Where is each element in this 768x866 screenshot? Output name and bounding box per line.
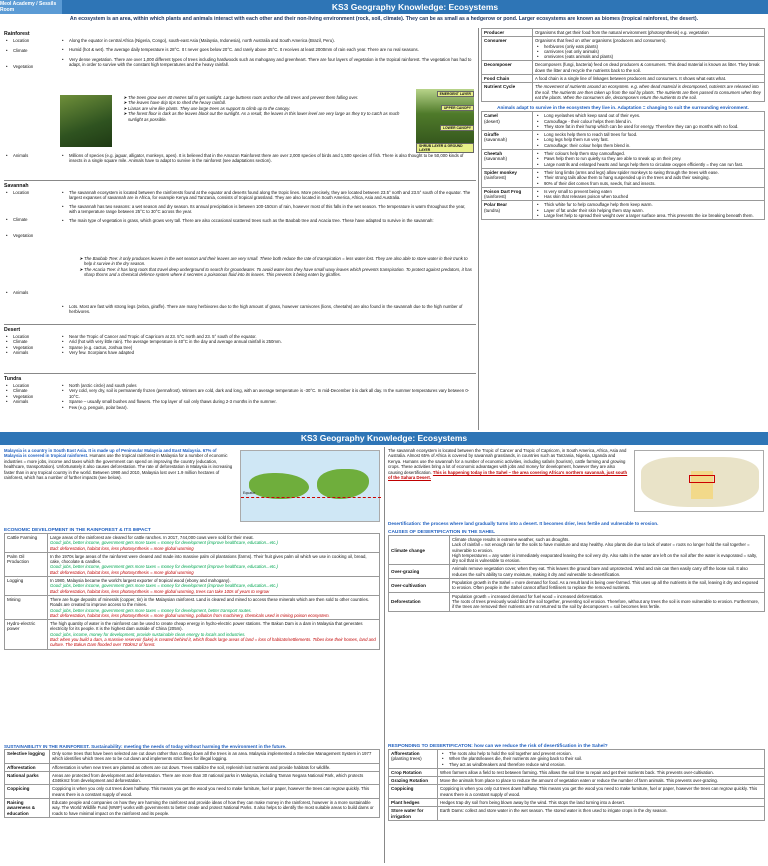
- animal-adaptation: • Layer of fat under their skin helping them stay warm.: [544, 208, 762, 213]
- cause-row: [389, 536, 765, 565]
- rainforest-adaptation: ➤ The leaves have drip tips to shed the heavy rainfall.: [128, 100, 410, 105]
- response-name: Crop Rotation: [389, 768, 438, 776]
- keyword-row: [482, 37, 765, 61]
- response-row: [389, 777, 765, 785]
- industry-name: Palm Oil Production: [5, 552, 48, 576]
- animal-row: [482, 201, 765, 220]
- label-vegetation: • Vegetation: [13, 394, 54, 399]
- strategy-row: [5, 771, 380, 785]
- animal-habitat: (rainforest): [484, 194, 507, 200]
- animal-row: [482, 187, 765, 201]
- rainforest-animals: • Millions of species (e.g. jaguar, alligator, monkeys, apes). It is believed that in the Amazon Rainforest there are over 2,000 species of birds and 1,500 species of fish. There is also thought to be 50,000 kinds of insects in a single square mile. Animals have to adapt to survive in the rainforest (see adaptations section).: [69, 153, 474, 164]
- rainforest-adaptation: ➤ The forest floor is dark as the leaves block out the sunlight. As a result, the leaves in this lower level are very large as they try to catch as much sunlight as possible.: [128, 111, 410, 122]
- keyword-definition: The movement of nutrients around an ecosystem. e.g. when dead material is decomposed, nutrients are released into the soil. The nutrients are then taken up from the soil by plants. The nutrients are then passed to consumers when they eat the plants. When the consumers die, decomposers return the nutrients to the soil.: [533, 83, 765, 102]
- animal-habitat: (savannah): [484, 156, 507, 162]
- label-vegetation: • Vegetation: [13, 64, 54, 69]
- response-text: Hedges trap dry soil from being blown away by the wind. This stops the land turning into a desert.: [438, 799, 765, 807]
- response-text: Move the animals from place to place to reduce the amount of vegetation eaten or reduce the number of farm animals. This prevents over-grazing.: [438, 777, 765, 785]
- responses-title: RESPONDING TO DESERTIFICATON: how can we reduce the risk of desertification in the Sahel?: [388, 744, 608, 749]
- adaptations-title: Animals adapt to survive in the ecosystem they live in. Adaptation = changing to suit the surrounding environment.: [497, 105, 749, 111]
- response-point: • When the plants/leaves die, their nutrients are giving back to their soil.: [449, 756, 762, 761]
- keyword-term: Decomposer: [482, 61, 533, 75]
- layer-label: EMERGENT LAYER: [437, 91, 474, 97]
- animal-adaptation: • Large feet help to spread their weight over a larger surface area. This prevents the ice breaking beneath them.: [544, 213, 762, 218]
- strategy-name: Coppicing: [5, 785, 50, 799]
- industry-good: Good: jobs, better income, government gets more taxes = money for development (improve healthcare, education...etc.): [50, 564, 278, 570]
- sahel-intro: The savannah ecosystem is located between the Tropic of Cancer and Tropic of Capricorn, in South America, Africa, Asia and Australia. Almost 65% of Africa is covered by savannah grasslands, in countries such as Tanzania, Nigeria, Uganda and Kenya. Humans use the savannah for a number of economic activities, including safaris (tourism), cattle farming and growing crops. These activities bring a lot of economic advantages with jobs and money for development, however they are also causing desertification.: [388, 448, 627, 475]
- response-point: • They act as windbreakers and therefore reduce wind erosion.: [449, 762, 762, 767]
- savannah-animals: • Lots. Most are fast with strong legs (zebra, giraffe). There are many herbivores due to the high amount of grass, however carnivores (lions, cheetahs) are also found in the savannah due to the high number of herbivores.: [69, 304, 474, 315]
- tundra-point: • Few (e.g. penguin, polar bear).: [69, 405, 474, 410]
- cause-text: High temperatures = any water is immediately evaporated leaving the soil very dry. Also salts in the water are left on the soil after the water is evaporated = salty, dry soil that is vulnerable to erosion.: [452, 552, 758, 564]
- rainforest-adaptation: ➤ The trees grow over 40 metres tall to get sunlight. Large buttress roots anchor the tall trees and prevent them falling over.: [128, 95, 410, 100]
- animal-row: [482, 131, 765, 150]
- acacia-tree: ➤ The Acacia Tree: it has long roots that travel deep underground to search for groundwater. To avoid water loss they have small waxy leaves which prevents transpiration. To protect against predators, it has sharp thorns and a chemical defence system where it secretes a poisonous fluid into its leaves. This prevents it being eaten by giraffes.: [84, 267, 472, 278]
- divider: [4, 324, 476, 325]
- animal-name: Poison Dart Frog: [484, 188, 522, 194]
- cause-text: Climate change results in extreme weather, such as droughts.: [452, 537, 570, 542]
- tundra-title: Tundra: [4, 376, 22, 382]
- cause-text: Population growth in the Sahel = more demand for food. As a result land is being over-farmed. This uses up all the nutrients in the soil, leaving it dry and exposed to erosion. Often people in the Sahel cannot afford fertilisers to replace the removed nutrients.: [450, 579, 765, 593]
- layer-label: SHRUB LAYER & GROUND LAYER: [416, 143, 474, 153]
- animal-adaptation: • Camouflage: their colour helps them blend in.: [544, 143, 762, 148]
- label-vegetation: • Vegetation: [13, 345, 54, 350]
- desert-point: • Near the Tropic of Cancer and Tropic of Capricorn at 23. 5°C north and 23. 5° south of the equator.: [69, 334, 474, 339]
- layer-label: LOWER CANOPY: [440, 125, 474, 131]
- savannah-climate: • The savannah has two seasons: a wet season and dry season. Its annual precipitation is between 100-150cm of rain, however most of this falls in the wet season. The temperature is warm throughout the year, with a temperature range between 25°C to 30°C across the year.: [69, 204, 474, 215]
- animal-name: Giraffe: [484, 132, 499, 138]
- tundra-point: • North (arctic circle) and south poles: [69, 383, 474, 388]
- desert-title: Desert: [4, 327, 21, 333]
- sustainability-section: [4, 744, 380, 818]
- response-point: • The roots also help to hold the soil together and prevent erosion.: [449, 751, 762, 756]
- animal-adaptation: • Their colours help them stay camouflaged.: [544, 151, 762, 156]
- desertification-definition: Desertification: the process where land gradually turns into a desert. It becomes drier, less fertile and vulnerable to erosion.: [388, 521, 659, 526]
- animal-name: Cheetah: [484, 151, 503, 157]
- borneo-land: [317, 469, 369, 499]
- industry-bad: Bad: deforestation, habitat loss, less photosynthesis = more global warming: [50, 545, 194, 551]
- industry-row: [5, 595, 380, 619]
- keyword-term: Consumer: [482, 37, 533, 61]
- animal-adaptation: • 90% of their diet comes from nuts, seeds, fruit and insects.: [544, 181, 762, 186]
- malaysia-section: [4, 448, 380, 526]
- animal-name: Camel: [484, 113, 498, 119]
- industry-bad: Bad: deforestation, habitat loss, less photosynthesis = more global warming: [50, 569, 194, 575]
- animal-name: Spider monkey: [484, 169, 517, 175]
- animal-adaptation: • Is very small to prevent being eaten: [544, 189, 762, 194]
- industry-bad: Bad: when you build a dam, a massive reservoir (lake) is created behind it, which floods large areas of land = loss of habitats/settlements. Tribes lose their homes, land and culture. The Bakun Dam flooded over 700km2 of forest.: [50, 637, 376, 648]
- consumer-type: • carnivores (eat only animals): [544, 49, 762, 54]
- label-animals: • Animals: [13, 350, 54, 355]
- strategy-row: [5, 785, 380, 799]
- response-row: [389, 768, 765, 776]
- economic-title: ECONOMIC DEVELOPMENT IN THE RAINFOREST & ITS IMPACT: [4, 528, 151, 533]
- keyword-definition: Decomposers (fungi, bacteria) feed on dead producers & consumers. This dead material is known as litter. They break down the litter and recycle the nutrients back to the soil.: [533, 61, 765, 75]
- animal-adaptation: • Large nostrils and enlarged hearts and lungs help them to circulate oxygen efficiently = they can run fast.: [544, 162, 762, 167]
- industry-row: [5, 577, 380, 596]
- animal-adaptation: • Their long limbs (arms and legs) allow spider monkeys to swing through the trees with ease.: [544, 170, 762, 175]
- label-animals: • Animals: [13, 290, 54, 295]
- causes-section: [388, 530, 765, 612]
- keyword-definition: Organisms that get their food from the natural environment (photosynthesis) e.g. vegetation: [533, 29, 765, 37]
- keyword-term: Producer: [482, 29, 533, 37]
- response-text: When farmers allow a field to rest between farming. This allows the soil time to repair and get their nutrients back. This prevents over-cultivation.: [438, 768, 765, 776]
- industry-bad: Bad: deforestation, habitat loss, less photosynthesis = more global warming, pollution from machinery, chemicals used in mining poison ecosystem.: [50, 612, 330, 618]
- response-name: Grazing Rotation: [389, 777, 438, 785]
- cause-row: [389, 579, 765, 593]
- label-location: • Location: [13, 334, 54, 339]
- sahel-section: [388, 448, 765, 520]
- industry-good: Good: jobs, better income, government gets more taxes = money for development (improve healthcare, education...etc.): [50, 540, 278, 546]
- animal-habitat: (rainforest): [484, 175, 507, 181]
- baobab-tree: ➤ The Baobab Tree: it only produces leaves in the wet season and their leaves are very small. These both reduce the rate of transpiration = less water lost. They are also able to store water in their trunk to help it survive in the dry season.: [84, 256, 472, 267]
- industry-row: [5, 552, 380, 576]
- industry-good: Good: jobs, better income, government gets more taxes = money for development, better transport routes.: [50, 607, 252, 613]
- animal-adaptation: • Has skin that releases poison when touched: [544, 194, 762, 199]
- malaysia-map: [240, 450, 380, 522]
- rainforest-section: [4, 31, 476, 181]
- desert-point: • Arid (hot with very little rain). The average temperature is 40°C in the day and average annual rainfall is 250mm.: [69, 339, 474, 344]
- strategy-row: [5, 750, 380, 764]
- malaysia-intro-highlight: Malaysia is a country in South East Asia. It is made up of Peninsular Malaysia and East Malaysia. 67% of Malaysia is covered in tropical rainforest.: [4, 448, 217, 459]
- animal-adaptation: • Camouflage - their colour helps them blend in.: [544, 119, 762, 124]
- strategy-name: Selective logging: [5, 750, 50, 764]
- industry-bad: Bad: deforestation, habitat loss, less photosynthesis = more global warming, trees can take 100s of years to regrow: [50, 588, 270, 594]
- industry-text: In the 1970s large areas of the rainforest were cleared and made into massive palm oil plantations (farms). Their fruit gives palm oil which we use in cooking oil, bread, cake, chocolate & candles.: [50, 553, 367, 565]
- cause-text: Population growth = increased demand for fuel wood = increased deforestation.: [452, 593, 604, 599]
- label-vegetation: • Vegetation: [13, 233, 54, 238]
- rainforest-vegetation: • Very dense vegetation. There are over 1,000 different types of trees including hardwoods such as mahogany and greenheart. There are four layers of vegetation in the tropical rainforest. The vegetation has had to adapt, in order to survive with the constant high temperatures and the heavy rainfall.: [69, 57, 474, 68]
- animal-adaptation: • Long eyelashes which keep sand out of their eyes.: [544, 113, 762, 118]
- animal-row: [482, 150, 765, 169]
- layer-label: UPPER CANOPY: [441, 105, 474, 111]
- causes-title: CAUSES OF DESERTIFICATION IN THE SAHEL: [388, 530, 496, 535]
- desert-point: • Very few. Scorpians have adapted: [69, 350, 474, 355]
- strategy-name: National parks: [5, 771, 50, 785]
- tundra-point: • Sparse – usually small bushes and flowers. The top layer of soil only thaws during 2-3 months in the summer.: [69, 399, 474, 404]
- industry-text: In 1980, Malaysia became the world's largest exporter of tropical wood (ebony and mahogany).: [50, 578, 231, 584]
- responses-section: [388, 744, 765, 821]
- keyword-row: [482, 83, 765, 102]
- tundra-section: [4, 376, 476, 428]
- animal-habitat: (savannah): [484, 137, 507, 143]
- savannah-location: • The savannah ecosystem is located between the rainforests found at the equator and deserts found along the tropic lines. More precisely, they are located between 23.5° north and 23.5° south of the equator. The largest expanses of savannah are in Africa, for example Kenya and Tanzania, consists of tropical grassland. They are also located in South America, Africa, Asia and Australia.: [69, 190, 474, 201]
- response-text: Earth Dams: collect and store water in the wet season. The stored water is then used to irrigate crops in the dry season.: [438, 807, 765, 821]
- consumer-type: • omnivores (eats animals and plants): [544, 54, 762, 59]
- response-row: [389, 807, 765, 821]
- keyword-row: [482, 29, 765, 37]
- sahel-highlight-box: [689, 475, 715, 483]
- label-climate: • Climate: [13, 217, 54, 222]
- response-name: Coppicing: [389, 785, 438, 799]
- savannah-vegetation: • The main type of vegetation is grass, which grows very tall. There are also occasional scattered trees such as the Baobab tree and Acacia tree. These have adapted to survive in the savannah:: [69, 218, 474, 223]
- industry-row: [5, 534, 380, 553]
- strategy-text: Coppicing is when you only cut trees down halfway. This means you get the wood you need to make furniture, fuel or paper, however the trees can regrow quickly. This means there is a constant supply of wood.: [50, 785, 380, 799]
- africa-map: [634, 450, 764, 512]
- cause-text: The roots of trees previously would bind the soil together, preventing soil erosion. Therefore, without any trees the soil is more vulnerable to erosion. Furthermore, if the trees are removed their nutrients are not returned to the soil by decomposers = soil becomes less fertile.: [452, 598, 760, 610]
- keyword-term: Food Chain: [482, 75, 533, 83]
- industry-row: [5, 620, 380, 649]
- page-title: KS3 Geography Knowledge: Ecosystems: [62, 0, 768, 14]
- cause-name: Over-grazing: [389, 565, 450, 579]
- sustainability-title: SUSTAINABILITY IN THE RAINFOREST. Sustainability: meeting the needs of today without harming the environment in the future.: [4, 744, 287, 749]
- animal-adaptation: • They store fat in their hump which can be used for energy. Therefore they can go months with no food.: [544, 124, 762, 129]
- animal-habitat: (tundra): [484, 207, 501, 213]
- rainforest-location: • Along the equator in central Africa (Nigeria, Congo), south-east Asia (Malaysia, Indonesia), north Australia and South America (Brazil, Peru).: [69, 38, 474, 43]
- industry-good: Good: jobs, income, money for development, provide sustainable clean energy to locals and industries.: [50, 631, 246, 637]
- savannah-title: Savannah: [4, 183, 29, 189]
- industry-text: There are huge deposits of minerals (copper, tin) in the Malaysian rainforest. Land is cleared and mined to access these minerals which are then sold to other countries. Roads are created to improve access to the mines.: [50, 596, 370, 608]
- rainforest-title: Rainforest: [4, 31, 30, 37]
- animal-adaptation: • Thick white fur to help camouflage help them keep warm.: [544, 202, 762, 207]
- ecosystem-intro: An ecosystem is an area, within which plants and animals interact with each other and their non-living environment (rock, soil, climate). They can be as small as a hedgerow or pond. Larger ecosystems are known as biomes (tropical rainforest, the desert).: [69, 16, 699, 22]
- animal-adaptation: • Their strong tails allow them to hang suspended up in the trees and aids their swinging.: [544, 175, 762, 180]
- response-row: [389, 799, 765, 807]
- cause-text: Lack of rainfall = not enough rain for the soils to have moisture and stay healthy. Also plants die due to lack of water = roots no longer hold the soil together = vulnerable to erosion.: [452, 542, 750, 553]
- animal-adaptation: • Long necks help them to reach tall trees for food.: [544, 132, 762, 137]
- sahel-highlight: This is happening today in the Sahel – the area covering Africa's northern savannah, just south of the Sahara Desert.: [388, 469, 628, 481]
- savannah-section: [4, 183, 476, 325]
- industry-text: Large areas of the rainforest are cleared for cattle ranches. In 2017, 744,000 cows were sold for their meat.: [50, 535, 254, 540]
- consumer-type: • herbivores (only eats plants): [544, 44, 762, 49]
- label-climate: • Climate: [13, 388, 54, 393]
- animal-habitat: (desert): [484, 118, 500, 124]
- response-sub: (planting trees): [391, 756, 422, 762]
- keyword-definition: A food chain is a single line of linkages between producers and consumers. It shows what eats what.: [533, 75, 765, 83]
- economic-development-section: [4, 528, 380, 650]
- column-divider: [478, 28, 479, 430]
- industry-good: Good: jobs, better income, government gets more taxes = money for development (improve healthcare, education...etc.): [50, 583, 278, 589]
- keyword-row: [482, 75, 765, 83]
- label-animals: • Animals: [13, 153, 54, 158]
- keywords-table: [481, 28, 765, 220]
- industry-text: The high quantity of water in the rainforest can be used to create cheap energy in hydro-electric power stations. The Bakun Dam is a dam in Malaysia that generates electricity for its people. It is the highest dam outside of China (205m).: [50, 621, 363, 632]
- equator-label: Equator: [243, 491, 256, 495]
- cause-row: [389, 565, 765, 579]
- strategy-name: Raising awareness & education: [5, 799, 50, 818]
- rainforest-layers-diagram: [416, 89, 474, 151]
- strategy-text: Only some trees that have been selected are cut down rather than cutting down all the trees in an area. Malaysia implemented a Selective Management System in 1977 which identifies which trees are to be cut down and implements strict fines for illegal logging.: [50, 750, 380, 764]
- malaysia-land: [249, 473, 309, 499]
- industry-name: Mining: [5, 595, 48, 619]
- malaysia-intro: Humans use the tropical rainforest in Malaysia for a number of economic industries = more jobs, income and taxes which the government can spend on improving the country (education, healthcare, transportation). Unfortunately it also causes deforestation. The rate of deforestation in Malaysia is increasing faster than in any tropical country in the world. Between 1990 and 2010, Malaysia lost over 1.9 million hectares of rainforest, which has a number of further impacts (see below).: [4, 453, 233, 481]
- strategy-name: Afforestation: [5, 763, 50, 771]
- divider: [4, 180, 476, 181]
- animal-name: Polar Bear: [484, 202, 507, 208]
- cause-row: [389, 592, 765, 611]
- response-name: Plant hedges: [389, 799, 438, 807]
- desert-point: • Sparse (e.g. cactus, Joshua tree): [69, 345, 474, 350]
- cause-name: Over-cultivation: [389, 579, 450, 593]
- label-climate: • Climate: [13, 339, 54, 344]
- response-name: Afforestation: [391, 751, 420, 756]
- label-animals: • Animals: [13, 399, 54, 404]
- animal-row: [482, 112, 765, 131]
- animal-adaptation: • Long legs help them run very fast.: [544, 137, 762, 142]
- label-location: • Location: [13, 190, 54, 195]
- label-location: • Location: [13, 38, 54, 43]
- rainforest-climate: • Humid (hot & wet). The average daily temperature is 28°C. It t never goes below 20°C. and rarely above 35°C. It receives at least 2000mm of rain each year. There are no real seasons.: [69, 47, 474, 52]
- strategy-text: Educate people and companies on how they are harming the rainforest and provide ideas of how they can make money in the rainforest, however in a more sustainable way. The World Wildlife Fund (WWF) works with governments to better create and protect National Parks. It also helps to identify the most suitable areas to build dams or roads to have minimal impact on the rainforest and its people.: [50, 799, 380, 818]
- strategy-text: Afforestation is when new trees are planted as others are cut down. Trees stabilize the soil, replenish lost nutrients and provide habitats for wildlife.: [50, 763, 380, 771]
- school-logo: Meol Academy / Sessils Room: [0, 0, 62, 14]
- page-title-2: KS3 Geography Knowledge: Ecosystems: [0, 432, 768, 445]
- cause-text: Animals remove vegetation cover, when they eat. This leaves the ground bare and unprotected. Wind and rain can then easily carry off the loose soil. It also reduces the soil's ability to carry moisture, making it dry and vulnerable to desertification.: [450, 565, 765, 579]
- industry-name: Hydro-electric power: [5, 620, 48, 649]
- industry-name: Cattle Farming: [5, 534, 48, 553]
- rainforest-photo: [60, 95, 112, 147]
- tundra-point: • Very cold, very dry, soil is permanently frozen (permafrost). Winters are cold, dark and long, with an average temperature is -30°C. In mid-December it is dark all day. In the summer temperatures vary between 0-10°C.: [69, 388, 474, 399]
- cause-name: Deforestation: [389, 592, 450, 611]
- animal-row: [482, 168, 765, 187]
- column-divider: [384, 447, 385, 863]
- desert-section: [4, 327, 476, 373]
- cause-name: Climate change: [389, 536, 450, 565]
- rainforest-adaptation: ➤ Lianas are vine like plants. They use large trees as support to climb up to the canopy.: [128, 106, 410, 111]
- keyword-definition: Organisms that feed on other organisms (producers and consumers).: [535, 38, 667, 44]
- equator-line: [241, 497, 381, 498]
- label-location: • Location: [13, 383, 54, 388]
- response-row: [389, 785, 765, 799]
- strategy-row: [5, 763, 380, 771]
- strategy-row: [5, 799, 380, 818]
- response-row: [389, 750, 765, 769]
- industry-name: Logging: [5, 577, 48, 596]
- label-climate: • Climate: [13, 48, 54, 53]
- keyword-term: Nutrient Cycle: [482, 83, 533, 102]
- keyword-row: [482, 61, 765, 75]
- strategy-text: Areas are protected from development and deforestation. There are more than 30 national parks in Malaysia, including Taman Negara National Park, which protects 4346km2 from development and deforestation.: [50, 771, 380, 785]
- animal-adaptation: • Paws help them to run quietly so they are able to sneak up on their prey.: [544, 156, 762, 161]
- divider: [4, 373, 476, 374]
- response-name: Store water for irrigation: [389, 807, 438, 821]
- response-text: Coppicing is when you only cut trees down halfway. This means you get the wood you need to make furniture, fuel or paper, however the trees can regrow quickly. This means there is a constant supply of wood.: [438, 785, 765, 799]
